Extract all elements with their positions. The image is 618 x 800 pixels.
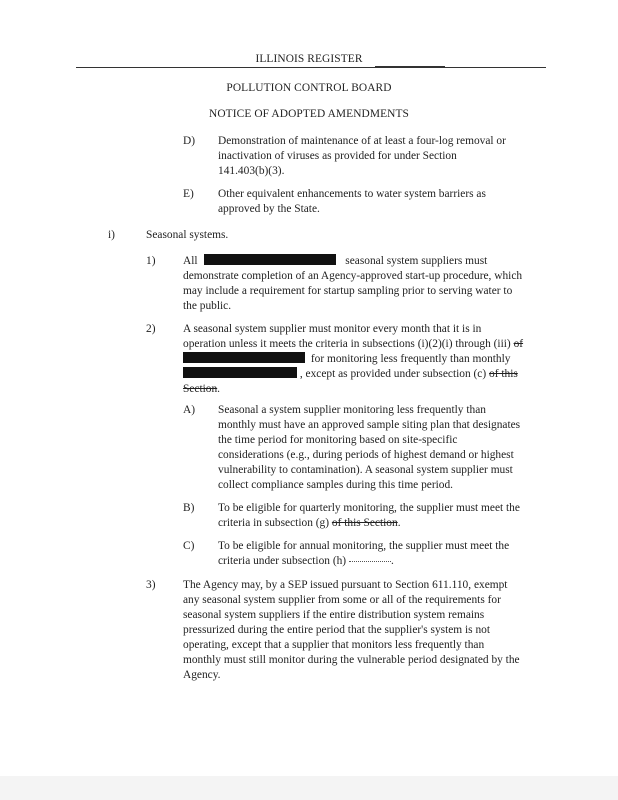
sub-b-line2-text: criteria in subsection (g) <box>218 517 330 529</box>
sub-a-line1: Seasonal a system supplier monitoring less frequently than <box>218 404 486 416</box>
sub-a-line2: monthly must have an approved sample siting plan that designates <box>218 419 521 431</box>
para-2-line5-strike: Section <box>183 383 218 395</box>
para-2-line2-strike: of <box>513 338 524 350</box>
para-2-line4-strike: of this <box>489 368 518 380</box>
sub-a-line3: the time period for monitoring based on site-specific <box>218 434 458 446</box>
redaction-block <box>204 254 336 265</box>
item-d-marker: D) <box>183 135 196 147</box>
para-1-line1-end: seasonal system suppliers must <box>345 255 488 267</box>
sub-a-line4: considerations (e.g., during periods of highest demand or highest <box>218 449 514 461</box>
para-2-line1: A seasonal system supplier must monitor every month that it is in <box>183 323 482 335</box>
register-title: ILLINOIS REGISTER <box>255 53 363 65</box>
sub-b-line2: criteria in subsection (g) of this Section. <box>218 517 401 529</box>
para-3-line3: seasonal system suppliers if the entire distribution system remains <box>183 609 485 621</box>
para-1-line2: demonstrate completion of an Agency-approved start-up procedure, which <box>183 270 523 282</box>
para-1-line4: the public. <box>183 300 232 312</box>
item-e-line1: Other equivalent enhancements to water system barriers as <box>218 188 486 200</box>
sub-c-marker: C) <box>183 540 195 552</box>
redaction-block <box>183 367 297 378</box>
para-2-line2-text: operation unless it meets the criteria in subsections (i)(2)(i) through (iii) <box>183 338 511 350</box>
sub-b-line1: To be eligible for quarterly monitoring, the supplier must meet the <box>218 502 520 514</box>
sub-c-line2-text: criteria under subsection (h) <box>218 555 347 567</box>
para-1-marker: 1) <box>146 255 156 267</box>
item-d-line2: inactivation of viruses as provided for under Section <box>218 150 457 162</box>
sub-a-marker: A) <box>183 404 196 416</box>
para-1-line1-start: All <box>183 255 198 267</box>
para-3-marker: 3) <box>146 579 156 591</box>
para-3-line5: operating, except that a supplier that monitors less frequently than <box>183 639 485 651</box>
item-d-line1: Demonstration of maintenance of at least a four-log removal or <box>218 135 506 147</box>
item-d-line3: 141.403(b)(3). <box>218 165 285 177</box>
para-2-line3-text: for monitoring less frequently than monthly <box>310 353 511 365</box>
para-2-line4 <box>183 367 518 382</box>
sub-a-line5: vulnerability to contamination). A seasonal system supplier must <box>218 464 513 476</box>
scan-bottom-margin <box>0 776 618 800</box>
item-e-marker: E) <box>183 188 194 200</box>
para-1-line3: may include a requirement for startup sampling prior to serving water to <box>183 285 513 297</box>
para-1-line1 <box>183 254 487 269</box>
para-3-line2: any seasonal system supplier from some or all of the requirements for <box>183 594 501 606</box>
sub-a-line6: collect compliance samples during this time period. <box>218 479 454 491</box>
sub-c-line1: To be eligible for annual monitoring, the supplier must meet the <box>218 540 510 552</box>
section-i-title: Seasonal systems. <box>146 229 229 241</box>
sub-b-marker: B) <box>183 502 195 514</box>
para-2-line4-text: , except as provided under subsection (c) <box>299 368 487 380</box>
section-i-marker: i) <box>108 229 115 241</box>
para-3-line6: monthly must still monitor during the vulnerable period designated by the <box>183 654 520 666</box>
para-2-line5: Section. <box>183 383 221 395</box>
para-2-line2 <box>183 337 523 352</box>
para-2-marker: 2) <box>146 323 156 335</box>
para-2-line3 <box>183 352 510 367</box>
para-3-line7: Agency. <box>183 669 221 681</box>
sub-b-line2-strike: of this Section <box>331 517 398 529</box>
board-title: POLLUTION CONTROL BOARD <box>226 82 392 94</box>
illegible-mark <box>349 558 391 562</box>
item-e-line2: approved by the State. <box>218 203 320 215</box>
sub-c-line2: criteria under subsection (h) . <box>218 555 394 567</box>
redaction-block <box>183 352 305 363</box>
notice-title: NOTICE OF ADOPTED AMENDMENTS <box>209 108 409 120</box>
header-rule <box>76 67 546 68</box>
para-3-line1: The Agency may, by a SEP issued pursuant to Section 611.110, exempt <box>183 579 508 591</box>
para-3-line4: pressurized during the entire period that the supplier's system is not <box>183 624 491 636</box>
